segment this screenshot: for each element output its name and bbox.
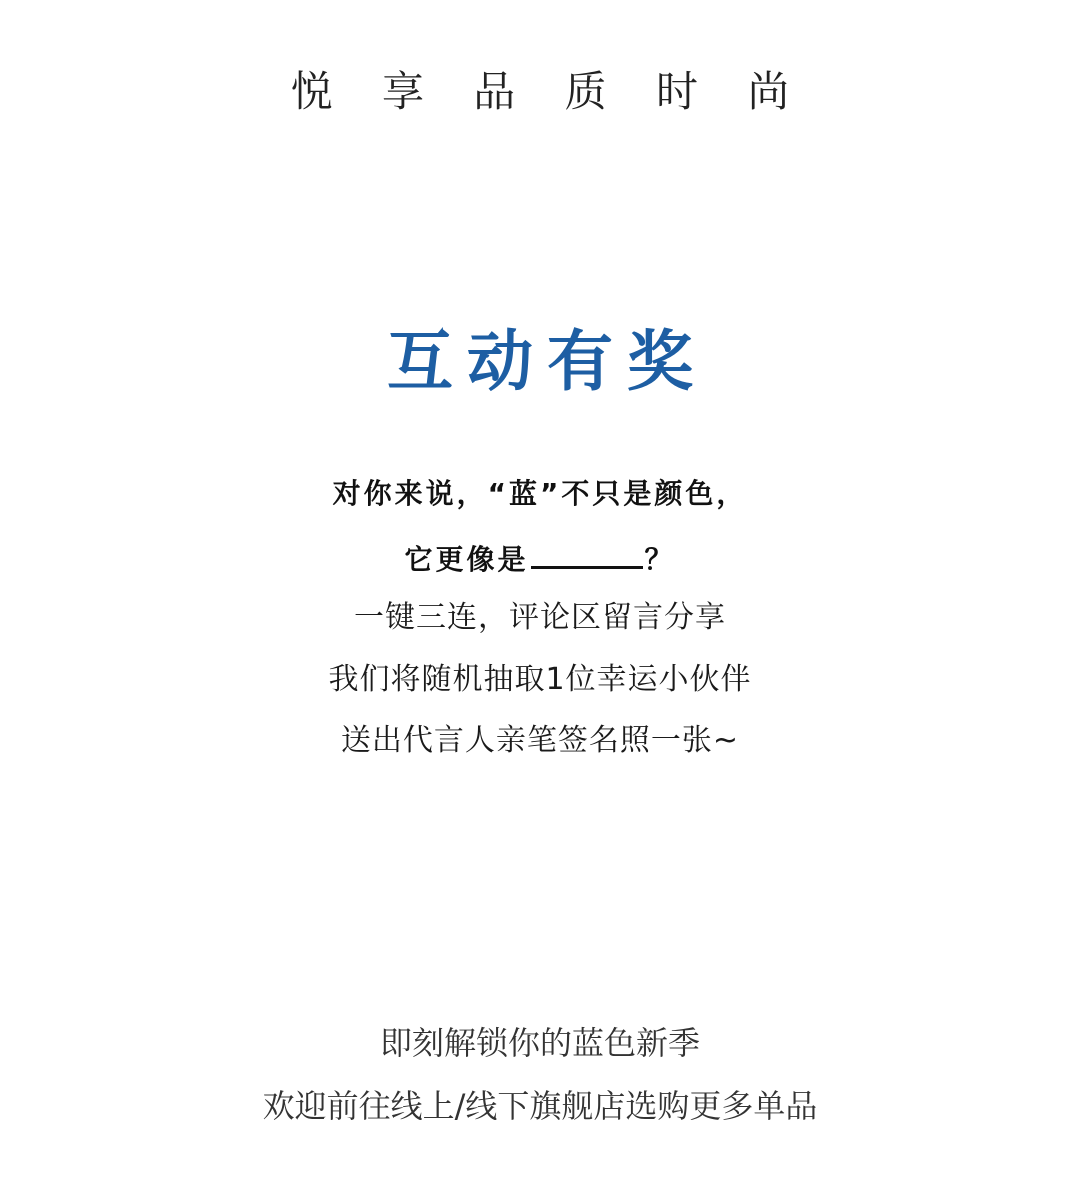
question-line-2-prefix: 它更像是: [404, 543, 529, 576]
footer-line-1: 即刻解锁你的蓝色新季: [379, 1024, 700, 1062]
headline-title: 互动有奖: [387, 323, 707, 400]
body-line-1: 一键三连，评论区留言分享: [354, 600, 726, 635]
question-line-1: 对你来说，“蓝”不只是颜色，: [332, 477, 748, 510]
body-line-3: 送出代言人亲笔签名照一张~: [340, 723, 740, 758]
question-line-2: [0, 536, 1080, 580]
fill-in-blank: [531, 536, 643, 569]
question-mark: ？: [644, 543, 676, 576]
tagline: 悦 享 品 质 时 尚: [290, 67, 808, 116]
footer-line-2: 欢迎前往线上/线下旗舰店选购更多单品: [262, 1087, 818, 1125]
body-line-2: 我们将随机抽取1位幸运小伙伴: [328, 662, 752, 697]
